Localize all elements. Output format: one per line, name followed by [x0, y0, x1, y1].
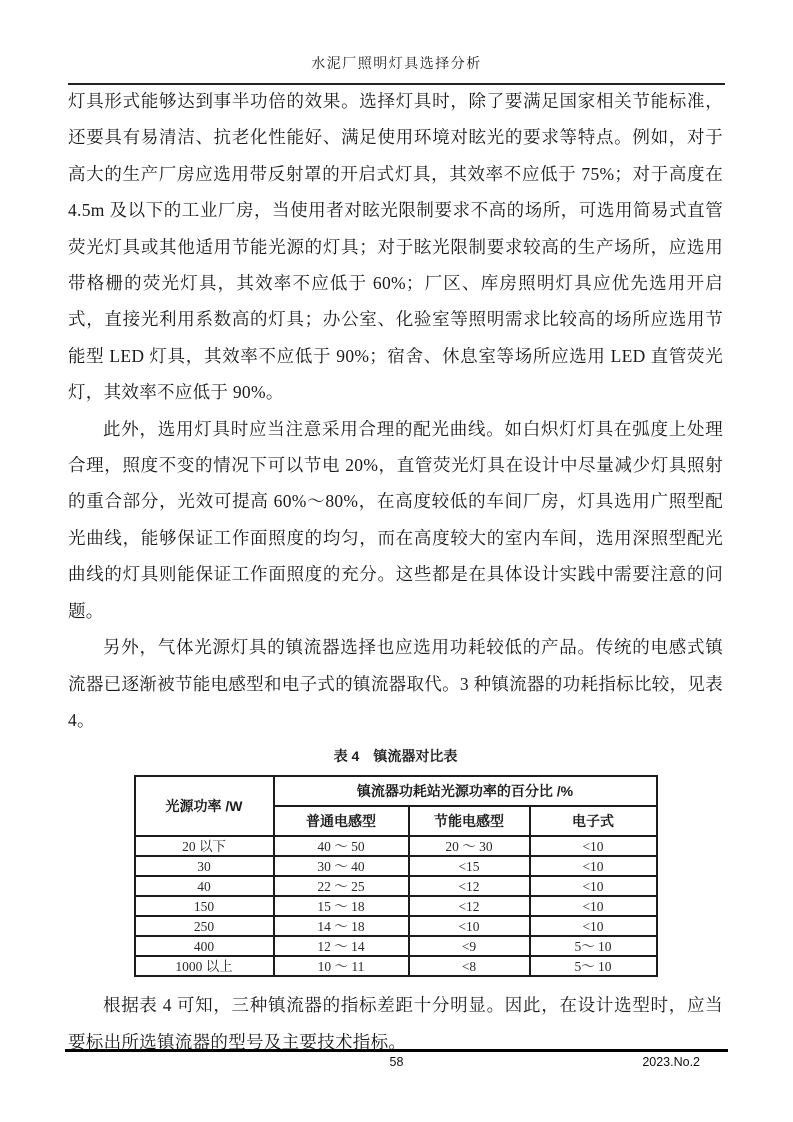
cell: 250 — [135, 916, 274, 936]
column-group-header-percentage: 镇流器功耗站光源功率的百分比 /% — [274, 776, 657, 806]
ballast-comparison-table — [134, 775, 658, 977]
table-row — [135, 836, 657, 856]
page-content — [68, 83, 723, 1060]
cell: <12 — [409, 896, 530, 916]
cell: 30 — [135, 856, 274, 876]
cell: 30 ～ 40 — [274, 856, 409, 876]
cell: 15 ～ 18 — [274, 896, 409, 916]
cell: 22 ～ 25 — [274, 876, 409, 896]
footer-rule — [65, 1049, 728, 1052]
cell: 20 以下 — [135, 836, 274, 856]
cell: 12 ～ 14 — [274, 936, 409, 956]
cell: <10 — [530, 896, 657, 916]
cell: <10 — [530, 856, 657, 876]
cell: <8 — [409, 956, 530, 976]
table-row — [135, 916, 657, 936]
cell: <10 — [530, 836, 657, 856]
column-header-electronic: 电子式 — [530, 806, 657, 836]
cell: 20 ～ 30 — [409, 836, 530, 856]
cell: <15 — [409, 856, 530, 876]
cell: <10 — [409, 916, 530, 936]
column-header-ordinary-inductive: 普通电感型 — [274, 806, 409, 836]
table-row — [135, 956, 657, 976]
body-paragraph-4: 根据表 4 可知，三种镇流器的指标差距十分明显。因此，在设计选型时，应当要标出所选镇流器的型号及主要技术指标。 — [68, 995, 723, 1052]
cell: 5～ 10 — [530, 956, 657, 976]
table-row — [135, 936, 657, 956]
cell: <12 — [409, 876, 530, 896]
table-header-row-1 — [135, 776, 657, 806]
cell: 400 — [135, 936, 274, 956]
page-number: 58 — [389, 1055, 404, 1069]
table-row — [135, 876, 657, 896]
table-caption: 表 4 镇流器对比表 — [333, 748, 458, 765]
body-paragraph-1: 灯具形式能够达到事半功倍的效果。选择灯具时，除了要满足国家相关节能标准，还要具有易清洁、抗老化性能好、满足使用环境对眩光的要求等特点。例如，对于高大的生产厂房应选用带反射罩的开启式灯具，其效率不应低于 75%；对于高度在 4.5m 及以下的工业厂房，当使用者对眩光限制要求不高的场所，可选用简易式直管荧光灯具或其他适用节能光源的灯具；对于眩光限制要求较高的生产场所，应选用带格栅的荧光灯具，其效率不应低于 60%；厂区、库房照明灯具应优先选用开启式，直接光利用系数高的灯具；办公室、化验室等照明需求比较高的场所应选用节能型 LED 灯具，其效率不应低于 90%；宿舍、休息室等场所应选用 LED 直管荧光灯，其效率不应低于 90%。 — [68, 91, 723, 403]
cell: 150 — [135, 896, 274, 916]
cell: 10 ～ 11 — [274, 956, 409, 976]
cell: <10 — [530, 916, 657, 936]
column-header-energy-saving-inductive: 节能电感型 — [409, 806, 530, 836]
table-row — [135, 896, 657, 916]
running-header-title: 水泥厂照明灯具选择分析 — [311, 57, 482, 72]
cell: <10 — [530, 876, 657, 896]
table-row — [135, 856, 657, 876]
cell: 40 — [135, 876, 274, 896]
cell: 40 ～ 50 — [274, 836, 409, 856]
cell: <9 — [409, 936, 530, 956]
issue-label: 2023.No.2 — [642, 1055, 700, 1069]
cell: 5～ 10 — [530, 936, 657, 956]
column-header-lamp-power: 光源功率 /W — [135, 776, 274, 836]
cell: 14 ～ 18 — [274, 916, 409, 936]
body-paragraph-3: 另外，气体光源灯具的镇流器选择也应选用功耗较低的产品。传统的电感式镇流器已逐渐被节能电感型和电子式的镇流器取代。3 种镇流器的功耗指标比较，见表 4。 — [68, 637, 723, 730]
cell: 1000 以上 — [135, 956, 274, 976]
body-paragraph-2: 此外，选用灯具时应当注意采用合理的配光曲线。如白炽灯灯具在弧度上处理合理，照度不变的情况下可以节电 20%，直管荧光灯具在设计中尽量减少灯具照射的重合部分，光效可提高 60%～80%，在高度较低的车间厂房，灯具选用广照型配光曲线，能够保证工作面照度的均匀，而在高度较大的室内车间，选用深照型配光曲线的灯具则能保证工作面照度的充分。这些都是在具体设计实践中需要注意的问题。 — [68, 418, 723, 621]
